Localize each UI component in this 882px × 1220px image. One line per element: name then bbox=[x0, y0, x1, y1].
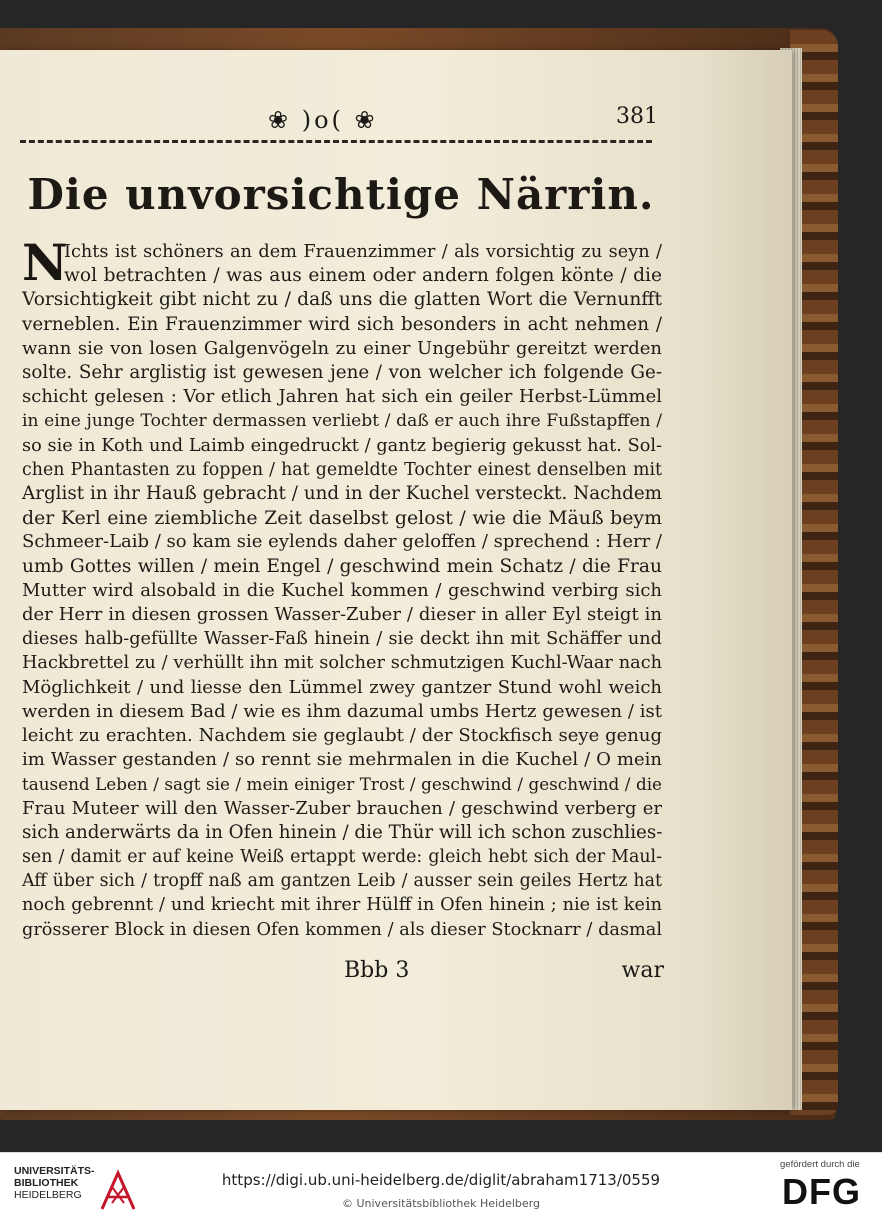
dfg-caption: gefördert durch die bbox=[780, 1159, 860, 1170]
text-line: umb Gottes willen / mein Engel / geschwind mein Schatz / die Frau bbox=[22, 555, 662, 577]
text-line: in eine junge Tochter dermassen verliebt / daß er auch ihre Fußstapffen / bbox=[22, 411, 662, 432]
chapter-title: Die unvorsichtige Närrin. bbox=[27, 170, 655, 219]
text-line: Schmeer-Laib / so kam sie eylends daher geloffen / sprechend : Herr / bbox=[22, 531, 662, 553]
text-line: werden in diesem Bad / wie es ihm dazumal umbs Hertz gewesen / ist bbox=[22, 700, 662, 722]
catchword: war bbox=[621, 958, 664, 983]
text-line: schicht gelesen : Vor etlich Jahren hat sich ein geiler Herbst-Lümmel bbox=[22, 386, 662, 408]
page-url-link[interactable]: https://digi.ub.uni-heidelberg.de/diglit/abraham1713/0559 bbox=[221, 1171, 661, 1189]
text-line: verneblen. Ein Frauenzimmer wird sich besonders in acht nehmen / bbox=[22, 313, 662, 335]
text-line: tausend Leben / sagt sie / mein einiger Trost / geschwind / geschwind / die bbox=[22, 774, 662, 795]
text-line: der Kerl eine ziembliche Zeit daselbst gelost / wie die Mäuß beym bbox=[22, 507, 662, 530]
drop-cap: N bbox=[22, 233, 68, 292]
text-line: wol betrachten / was aus einem oder andern folgen könte / die bbox=[64, 265, 662, 287]
text-line: Hackbrettel zu / verhüllt ihn mit solcher schmutzigen Kuchl-Waar nach bbox=[22, 653, 662, 674]
text-line: noch gebrennt / und kriecht mit ihrer Hülff in Ofen hinein ; nie ist kein bbox=[22, 895, 662, 916]
library-name-line: HEIDELBERG bbox=[14, 1189, 82, 1201]
text-line: so sie in Koth und Laimb eingedruckt / gantz begierig gekusst hat. Sol- bbox=[22, 435, 662, 456]
text-line: sich anderwärts da in Ofen hinein / die Thür will ich schon zuschlies- bbox=[22, 821, 663, 843]
running-head: ❀ )o( ❀ bbox=[268, 106, 378, 134]
text-line: im Wasser gestanden / so rennt sie mehrmalen in die Kuchel / O mein bbox=[22, 749, 662, 771]
footer-bar bbox=[0, 1152, 882, 1220]
text-line: leicht zu erachten. Nachdem sie geglaubt / der Stockfisch seye genug bbox=[22, 725, 662, 747]
text-line: grösserer Block in diesen Ofen kommen / als dieser Stocknarr / dasmal bbox=[22, 919, 662, 940]
text-line: sen / damit er auf keine Weiß ertappt werde: gleich hebt sich der Maul- bbox=[22, 847, 662, 868]
text-line: Frau Muteer will den Wasser-Zuber brauchen / geschwind verberg er bbox=[22, 797, 662, 819]
text-line: wann sie von losen Galgenvögeln zu einer Ungebühr gereitzt werden bbox=[22, 337, 662, 359]
text-line: Aff über sich / tropff naß am gantzen Leib / ausser sein geiles Hertz hat bbox=[22, 871, 662, 892]
signature-mark: Bbb 3 bbox=[344, 958, 410, 983]
body-text bbox=[22, 233, 663, 942]
text-line: der Herr in diesen grossen Wasser-Zuber / dieser in aller Eyl steigt in bbox=[22, 604, 662, 626]
header-rule bbox=[20, 140, 652, 143]
text-line: Vorsichtigkeit gibt nicht zu / daß uns die glatten Wort die Vernunfft bbox=[22, 289, 662, 311]
text-line: Ichts ist schöners an dem Frauenzimmer / als vorsichtig zu seyn / bbox=[64, 242, 662, 262]
library-name-line: UNIVERSITÄTS- bbox=[14, 1165, 95, 1177]
text-line: chen Phantasten zu foppen / hat gemeldte Tochter einest denselben mit bbox=[22, 459, 662, 480]
library-name-line: BIBLIOTHEK bbox=[14, 1177, 79, 1189]
dfg-logo[interactable]: DFG bbox=[782, 1171, 861, 1212]
text-line: Möglichkeit / und liesse den Lümmel zwey gantzer Stund wohl weich bbox=[22, 676, 662, 698]
text-line: Mutter wird alsobald in die Kuchel kommen / geschwind verbirg sich bbox=[22, 579, 662, 601]
copyright-text: © Universitätsbibliothek Heidelberg bbox=[341, 1197, 540, 1210]
text-line: Arglist in ihr Hauß gebracht / und in der Kuchel versteckt. Nachdem bbox=[22, 483, 662, 505]
text-line: dieses halb-gefüllte Wasser-Faß hinein / sie deckt ihn mit Schäffer und bbox=[22, 629, 662, 650]
text-line: solte. Sehr arglistig ist gewesen jene / von welcher ich folgende Ge- bbox=[22, 362, 662, 384]
page-number: 381 bbox=[616, 104, 658, 129]
